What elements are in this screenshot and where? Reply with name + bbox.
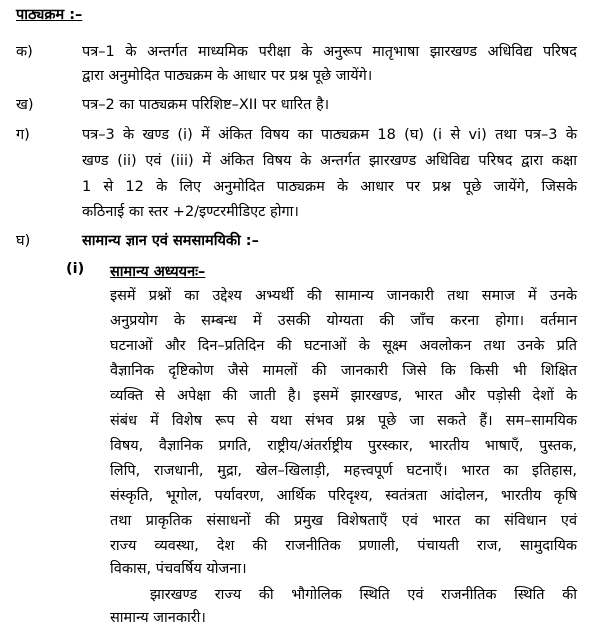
item-ga-line-3: 1 से 12 के लिए अनुमोदित पाठ्यक्रम के आधार पर प्रश्न पूछे जायेंगे, जिसके [82, 179, 577, 195]
item-gha-label: घ) [16, 233, 31, 249]
subsection-line-7: विषय, वैज्ञानिक प्रगति, राष्ट्रीय/अंतर्राष्ट्रीय पुरस्कार, भारतीय भाषाएँ, पुस्तक, [110, 438, 577, 454]
subsection-line-9: संस्कृति, भूगोल, पर्यावरण, आर्थिक परिदृश्य, स्वतंत्रता आंदोलन, भारतीय कृषि [110, 488, 577, 504]
item-ga-label: ग) [16, 127, 30, 143]
subsection-line-6: संबंध में विशेष रूप से यथा संभव प्रश्न पूछे जा सकते हैं। सम–सामयिक [110, 413, 577, 429]
subsection-number: (i) [66, 261, 85, 277]
item-kha-line-1: पत्र–2 का पाठ्यक्रम परिशिष्ट–XII पर धारित है। [82, 97, 330, 113]
item-ga-line-2: खण्ड (ii) एवं (iii) में अंकित विषय के अन्तर्गत झारखण्ड अधिविद्य परिषद द्वारा कक्षा [82, 153, 577, 169]
subsection-line-1: इसमें प्रश्नों का उद्देश्य अभ्यर्थी की सामान्य जानकारी तथा समाज में उनके [110, 288, 577, 304]
item-ka-label: क) [16, 44, 33, 60]
subsection-line-11: राज्य व्यवस्था, देश की राजनीतिक प्रणाली, पंचायती राज, सामुदायिक [110, 538, 577, 554]
closing-line-2: सामान्य जानकारी। [110, 610, 206, 626]
item-ga-line-1: पत्र–3 के खण्ड (i) में अंकित विषय का पाठ्यक्रम 18 (घ) (i से vi) तथा पत्र–3 के [82, 127, 577, 143]
subsection-line-10: तथा प्राकृतिक संसाधनों की प्रमुख विशेषताएँ एवं भारत का संविधान एवं [110, 513, 577, 529]
item-ka-line-2: द्वारा अनुमोदित पाठ्यक्रम के आधार पर प्रश्न पूछे जायेंगे। [82, 68, 373, 84]
subsection-line-8: लिपि, राजधानी, मुद्रा, खेल–खिलाड़ी, महत्त्वपूर्ण घटनाएँ। भारत का इतिहास, [110, 463, 577, 479]
subsection-title: सामान्य अध्ययनः– [110, 264, 206, 280]
syllabus-heading: पाठ्यक्रम :– [16, 7, 83, 23]
subsection-line-3: घटनाओं और दिन–प्रतिदिन की घटनाओं के सूक्ष्म अवलोकन तथा उनके प्रति [110, 338, 577, 354]
subsection-line-4: वैज्ञानिक दृष्टिकोण जैसे मामलों की जानकारी जिसे कि किसी भी शिक्षित [110, 363, 577, 379]
subsection-line-5: व्यक्ति से अपेक्षा की जाती है। इसमें झारखण्ड, भारत और पड़ोसी देशों के [110, 388, 577, 404]
item-ga-line-4: कठिनाई का स्तर +2/इण्टरमीडिएट होगा। [82, 204, 299, 220]
subsection-line-2: अनुप्रयोग के सम्बन्ध में उसकी योग्यता की जाँच करना होगा। वर्तमान [110, 313, 577, 329]
item-gha-title: सामान्य ज्ञान एवं समसामयिकी :– [82, 233, 259, 249]
closing-line-1: झारखण्ड राज्य की भौगोलिक स्थिति एवं राजनीतिक स्थिति की [150, 587, 577, 603]
item-ka-line-1: पत्र–1 के अन्तर्गत माध्यमिक परीक्षा के अनुरूप मातृभाषा झारखण्ड अधिविद्य परिषद [82, 44, 577, 60]
item-kha-label: ख) [16, 97, 34, 113]
subsection-line-12: विकास, पंचवर्षिय योजना। [110, 561, 247, 577]
